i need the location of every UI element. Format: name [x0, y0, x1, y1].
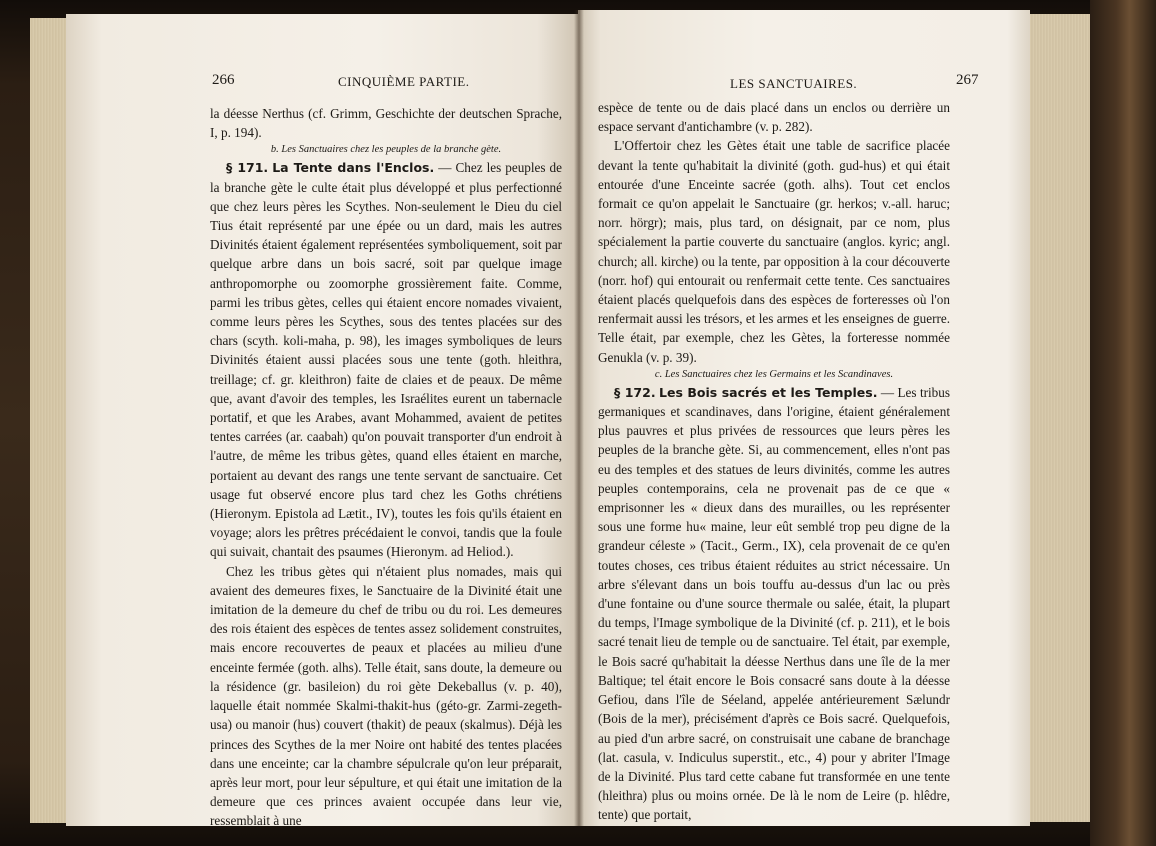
subheading-right: c. Les Sanctuaires chez les Germains et les Scandinaves.	[654, 368, 894, 380]
page-number-left: 266	[212, 72, 235, 88]
section-number: § 172.	[614, 384, 656, 400]
left-body	[210, 104, 562, 831]
page-edges-right	[1030, 14, 1090, 822]
page-edges-left	[30, 18, 66, 823]
running-head-left: CINQUIÈME PARTIE.	[338, 74, 470, 89]
section-172	[598, 383, 950, 825]
intro-lines: la déesse Nerthus (cf. Grimm, Geschichte der deutschen Sprache, I, p. 194).	[210, 106, 562, 141]
paragraph: — Les tribus germaniques et scandinaves, dans l'origine, étaient généralement plus pauvres et plus privées de ressources que leurs pères les peuples de la branche gète. Si, au commencement, elles n'ont pas eu des temples et des statues de leurs divinités, comme les autres peuples contemporains, cela ne provenait pas de ce que « emprisonner les « dieux dans des murailles, ou les représenter sous une forme hu« maine, leur eût semblé trop peu digne de la grandeur céleste » (Tacit., Germ., IX), cela provenait de ce qu'en toutes choses, ces tribus étaient réduites au strict nécessaire. Un arbre s'élevant dans un bois touffu au-dessus d'un lac ou près d'une fontaine ou d'une source thermale ou salée, était, la plupart du temps, l'Image symbolique de la Divinité (cf. p. 211), et le bois sacré tenait lieu de temple ou de sanctuaire. Tel était, par exemple, le Bois sacré qu'habitait la déesse Nerthus dans une île de la mer Baltique; tel était encore le Bois consacré sans doute à la déesse Gefiou, dans l'île de Séeland, appelée antérieurement Sælundr (Bois de la mer), précisément d'après ce Bois sacré. Quelquefois, au pied d'un arbre sacré, on construisait une cabane de branchage (lat. casula, v. Indiculus superstit., etc., 4) pour y abriter l'Image de la Divinité. Plus tard cette cabane fut transformée en une tente (hleithra) plus ou moins ornée. De là le nom de Leire (p. hlêdre, tente) que portait,	[598, 384, 950, 823]
paragraph: Chez les tribus gètes qui n'étaient plus nomades, mais qui avaient des demeures fixes, le Sanctuaire de la Divinité était une imitation de la demeure du chef de tribu ou du roi. Les demeures des rois étaient des espèces de tentes assez solidement construites, mais encore recouvertes de peaux et placées au milieu d'une enceinte fermée (goth. alhs). Telle était, sans doute, la demeure ou la résidence (gr. basileion) du roi gète Dekeballus (v. p. 40), laquelle était nommée Skalmi-thakit-hus (géto-gr. Zarmi-zegeth-usa) ou manoir (hus) couvert (thakit) de peaux (skalmus). Déjà les princes des Scythes de la mer Noire ont habité des tentes placées dans une enceinte; car la chambre sépulcrale qu'on leur préparait, après leur mort, pour leur sépulture, et qui était une imitation de la demeure que ces princes avaient occupée dans leur vie, ressemblait à une	[210, 563, 562, 829]
book-spine	[1090, 0, 1156, 846]
right-page	[578, 10, 1030, 826]
paragraph: — Chez les peuples de la branche gète le culte était plus développé et plus perfectionné que chez leurs pères les Scythes. Non-seulement le Dieu du ciel Tius était représenté par une épée ou un dard, mais les autres Divinités étaient également représentées symboliquement, soit par quelque arbre dans un bois sacré, soit par quelque image anthropomorphe ou zoomorphe grossièrement faite. Comme, parmi les tribus gètes, celles qui étaient encore nomades vivaient, comme leurs pères les Scythes, sous des tentes placées sur des chars (scyth. koli-maha, p. 98), les images symboliques de leurs Divinités étaient aussi placées sous une tente (goth. hleithra, treillage; cf. gr. kleithron) faite de claies et de peaux. De même que, avant d'avoir des temples, les Israélites eurent un tabernacle portatif, et que les Arabes, avant Mohammed, avaient de petites tentes carrées (ar. caabah) qu'on pouvait transporter d'un endroit à l'autre, de même les tribus gètes, quand elles étaient en marche, portaient au devant des rangs une tente servant de sanctuaire. Cet usage fut observé encore plus tard chez les Goths chrétiens (Hieronym. Epistola ad Lætit., IV), toutes les fois qu'ils étaient en voyage; alors les prêtres précédaient le convoi, tandis que la foule qui suivait, chantait des psaumes (Hieronym. ad Heliod.).	[210, 160, 562, 560]
subheading-left: b. Les Sanctuaires chez les peuples de la branche gète.	[270, 144, 502, 156]
section-title: Les Bois sacrés et les Temples.	[659, 384, 878, 400]
right-body	[598, 98, 950, 825]
paragraph: L'Offertoir chez les Gètes était une table de sacrifice placée devant la tente qu'habitait la divinité (goth. gud-hus) et qui était entourée d'une Enceinte sacrée (goth. alhs). Tout cet enclos formait ce qu'on appelait le Sanctuaire (gr. herkos; v.-all. haruc; norr. hörgr); mais, plus tard, on désignait, par ce nom, plus spécialement la partie couverte du sanctuaire (anglos. kyric; angl. church; all. kirche) ou la tente, par opposition à la cour découverte (norr. hof) qui entourait ou renfermait cette tente. Ces sanctuaires étaient placés quelquefois dans des espèces de forteresses où l'on renfermait aussi les trésors, et les armes et les enseignes de guerre. Telle était, par exemple, chez les Gètes, la forteresse nommée Genukla (v. p. 39).	[598, 138, 950, 365]
page-number-right: 267	[956, 72, 979, 88]
section-title: La Tente dans l'Enclos.	[272, 160, 435, 176]
paragraph: espèce de tente ou de dais placé dans un enclos ou derrière un espace servant d'antichambre (v. p. 282).	[598, 100, 950, 135]
section-171	[210, 158, 562, 561]
book-gutter	[574, 10, 584, 826]
running-head-right: LES SANCTUAIRES.	[730, 76, 858, 91]
left-page	[66, 14, 578, 829]
section-number: § 171.	[226, 160, 269, 176]
